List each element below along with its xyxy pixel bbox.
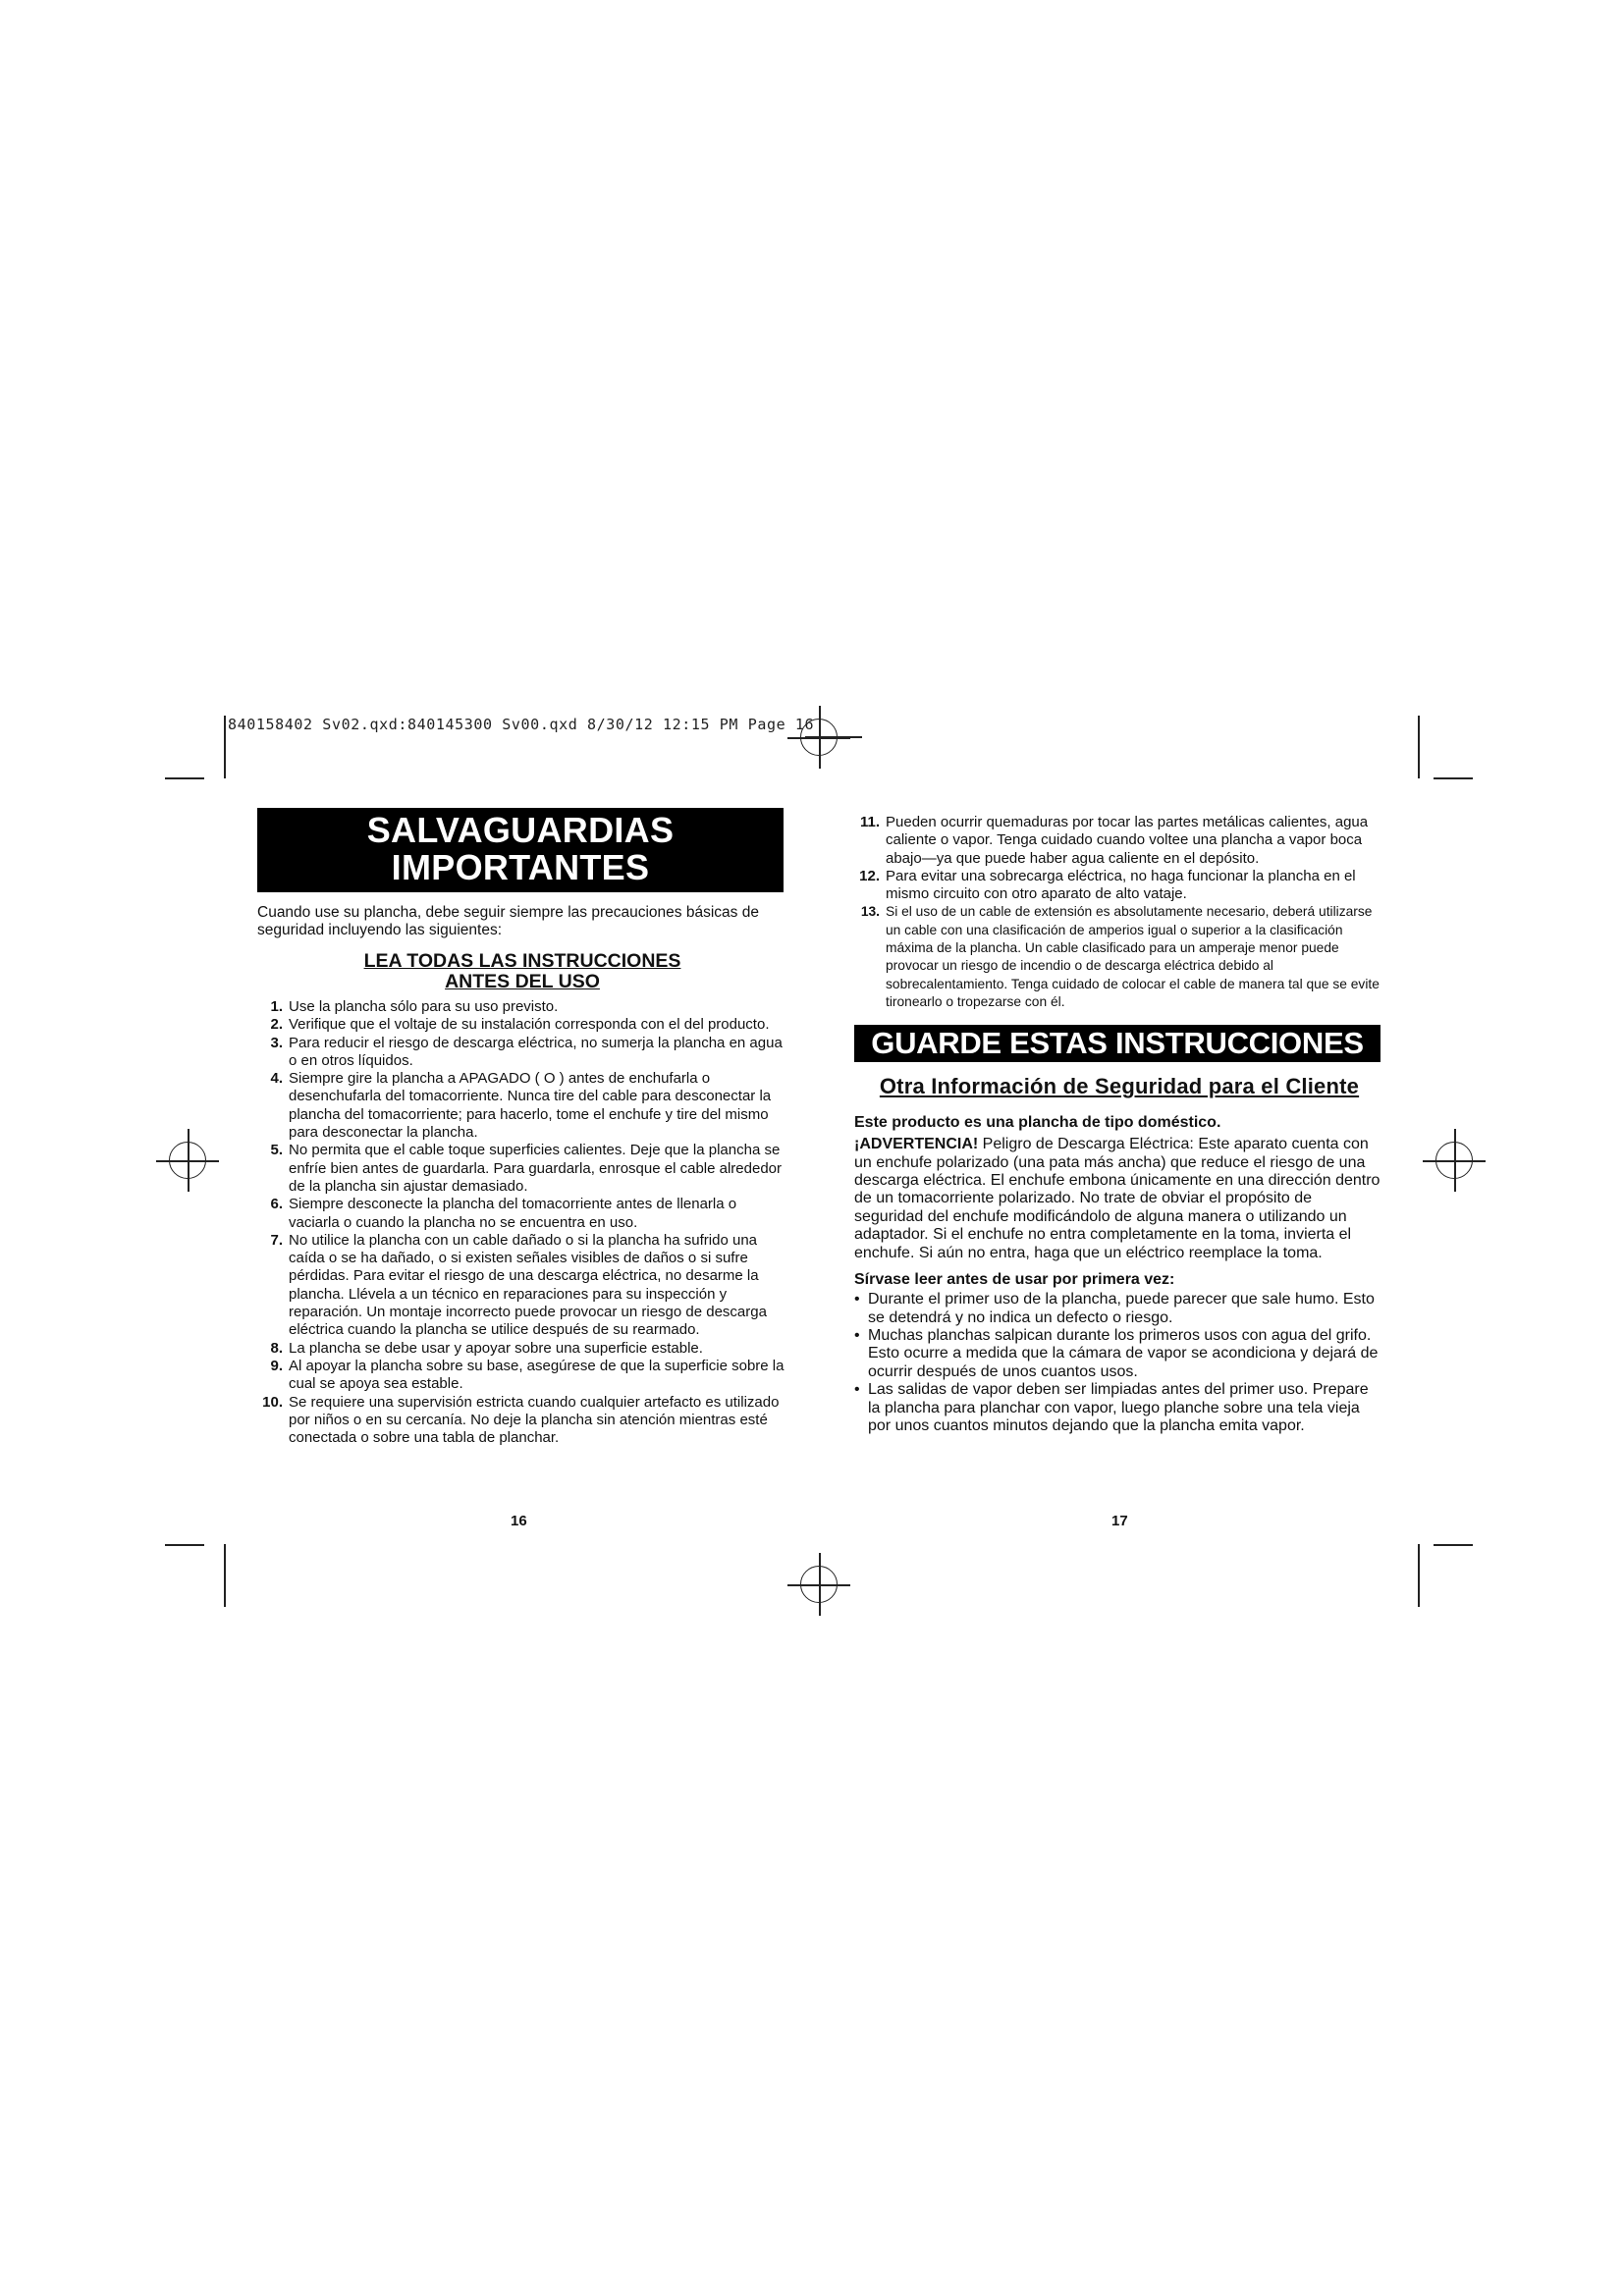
crop-mark (165, 1544, 204, 1546)
lea-todas-heading (257, 951, 787, 992)
safety-list-right (854, 814, 1384, 1011)
item-number: 13. (860, 904, 880, 920)
registration-mark-icon (800, 1566, 838, 1603)
item-number: 11. (859, 814, 880, 830)
list-item (257, 1196, 787, 1232)
page-16 (257, 808, 787, 1447)
guarde-banner: GUARDE ESTAS INSTRUCCIONES (854, 1025, 1380, 1062)
item-number: 1. (270, 998, 283, 1015)
intro-text: Cuando use su plancha, debe seguir siempre las precauciones básicas de seguridad incluyendo las siguientes: (257, 904, 759, 938)
list-item (257, 1340, 787, 1358)
list-item (854, 868, 1384, 904)
item-text: No utilice la plancha con un cable dañado o si la plancha ha sufrido una caída o se ha dañado, o si existen señales visibles de daños o si sufre pérdidas. Para evitar el riesgo de una descarga eléctrica, no desarme la plancha. Llévela a un técnico en reparaciones para su inspección y reparación. Un montaje incorrecto puede provocar un riesgo de descarga eléctrica cuando la plancha se utilice después de su rearmado. (289, 1231, 767, 1339)
bullet-item: • Las salidas de vapor deben ser limpiadas antes del primer uso. Prepare la plancha para planchar con vapor, luego planche sobre una tela vieja por unos cuantos minutos dejando que la plancha emita vapor. (854, 1381, 1384, 1435)
item-text: Se requiere una supervisión estricta cuando cualquier artefacto es utilizado por niños o en su cercanía. No deje la plancha sin atención mientras esté conectada o sobre una tabla de planchar. (289, 1393, 780, 1447)
bullet-item: • Muchas planchas salpican durante los primeros usos con agua del grifo. Esto ocurre a medida que la cámara de vapor se acondiciona y dejará de ocurrir después de unos cuantos usos. (854, 1327, 1384, 1381)
item-number: 9. (270, 1357, 283, 1374)
advertencia-text: Peligro de Descarga Eléctrica: Este aparato cuenta con un enchufe polarizado (una pata más ancha) que reduce el riesgo de una descarga eléctrica. El enchufe embona únicamente en una dirección dentro de un tomacorriente polarizado. No trate de obviar el propósito de seguridad del enchufe modificándolo de alguna manera o utilizando un adaptador. Si el enchufe no entra completamente en la toma, invierta el enchufe. Si aún no entra, haga que un eléctrico reemplace la toma. (854, 1136, 1380, 1261)
item-text: No permita que el cable toque superficies calientes. Deje que la plancha se enfríe bien antes de guardarla. Para guardarla, enrosque el cable alrededor de la plancha sin ajustar demasiado. (289, 1142, 783, 1195)
sirvase-heading: Sírvase leer antes de usar por primera vez: (854, 1271, 1175, 1289)
list-item (854, 814, 1384, 868)
list-item (257, 1232, 787, 1340)
page-number-16: 16 (511, 1513, 527, 1529)
advertencia-label: ¡ADVERTENCIA! (854, 1136, 979, 1153)
item-number: 2. (270, 1016, 283, 1034)
crop-mark (224, 716, 226, 778)
banner-line-1: SALVAGUARDIAS (366, 810, 675, 850)
advertencia-paragraph (854, 1136, 1384, 1262)
first-use-bullets (854, 1291, 1384, 1435)
list-item (257, 1016, 787, 1034)
list-item (854, 903, 1384, 1011)
item-number: 10. (262, 1393, 283, 1411)
otra-informacion-heading: Otra Información de Seguridad para el Cliente (879, 1074, 1360, 1099)
item-text: La plancha se debe usar y apoyar sobre una superficie estable. (289, 1339, 703, 1357)
item-text: Para reducir el riesgo de descarga eléctrica, no sumerja la plancha en agua o en otros líquidos. (289, 1034, 783, 1069)
subhead-line-1: LEA TODAS LAS INSTRUCCIONES (363, 950, 681, 972)
crop-mark (1418, 716, 1420, 778)
registration-mark-icon (1435, 1142, 1473, 1179)
crop-mark (1434, 777, 1473, 779)
item-number: 12. (859, 867, 880, 884)
item-number: 8. (270, 1339, 283, 1357)
list-item (257, 1394, 787, 1448)
crop-mark (1418, 1544, 1420, 1607)
item-text: Pueden ocurrir quemaduras por tocar las partes metálicas calientes, agua caliente o vapor. Tenga cuidado cuando voltee una plancha a vapor boca abajo—ya que puede haber agua caliente en el depósito. (886, 814, 1369, 867)
registration-mark-icon (800, 719, 838, 756)
item-number: 4. (270, 1070, 283, 1088)
printer-slug: 840158402 Sv02.qxd:840145300 Sv00.qxd 8/30/12 12:15 PM Page 16 (228, 716, 815, 733)
page-17 (854, 808, 1384, 1435)
item-text: Siempre gire la plancha a APAGADO ( O ) antes de enchufarla o desenchufarla del tomacorriente. Nunca tire del cable para desconectar la plancha del tomacorriente; para hacerlo, tome el enchufe y tire del mismo para desconectar la plancha. (289, 1070, 772, 1142)
item-text: Siempre desconecte la plancha del tomacorriente antes de llenarla o vaciarla o cuando la plancha no se encuentra en uso. (289, 1196, 737, 1231)
item-text: Para evitar una sobrecarga eléctrica, no haga funcionar la plancha en el mismo circuito con otro aparato de alto vataje. (886, 867, 1356, 903)
registration-mark-icon (169, 1142, 206, 1179)
list-item (257, 1035, 787, 1071)
item-text: Verifique que el voltaje de su instalación corresponda con el del producto. (289, 1016, 770, 1034)
crop-mark (224, 1544, 226, 1607)
item-text: Si el uso de un cable de extensión es absolutamente necesario, deberá utilizarse un cable con una clasificación de amperios igual o superior a la clasificación máxima de la plancha. Un cable clasificado para un amperaje menor puede provocar un riesgo de incendio o de descarga eléctrica debido al sobrecalentamiento. Tenga cuidado de colocar el cable de manera tal que se evite tironearlo o tropezarse con él. (886, 904, 1380, 1009)
item-number: 3. (270, 1034, 283, 1051)
salvaguardias-banner (257, 808, 784, 892)
list-item (257, 1070, 787, 1142)
item-number: 5. (270, 1142, 283, 1159)
banner-line-2: IMPORTANTES (391, 847, 650, 887)
bullet-item: • Durante el primer uso de la plancha, puede parecer que sale humo. Esto se detendrá y no indica un defecto o riesgo. (854, 1291, 1384, 1327)
item-number: 7. (270, 1231, 283, 1249)
safety-list-left (257, 998, 787, 1447)
subhead-line-2: ANTES DEL USO (445, 971, 600, 992)
crop-mark (1434, 1544, 1473, 1546)
item-text: Al apoyar la plancha sobre su base, asegúrese de que la superficie sobre la cual se apoya sea estable. (289, 1357, 785, 1393)
tipo-domestico-line: Este producto es una plancha de tipo doméstico. (854, 1114, 1221, 1132)
page-number-17: 17 (1111, 1513, 1128, 1529)
list-item (257, 998, 787, 1016)
list-item (257, 1142, 787, 1196)
crop-mark (165, 777, 204, 779)
item-number: 6. (270, 1196, 283, 1213)
list-item (257, 1358, 787, 1394)
item-text: Use la plancha sólo para su uso previsto. (289, 998, 559, 1015)
